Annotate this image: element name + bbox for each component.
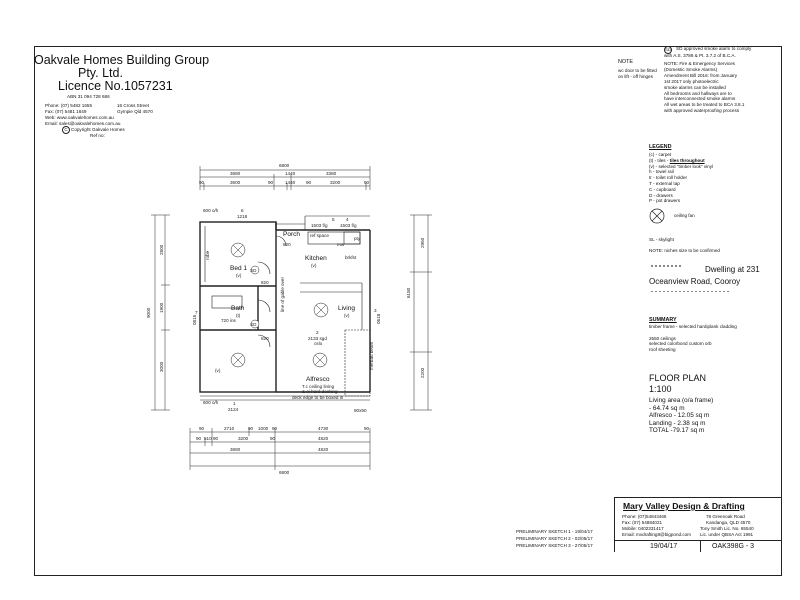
copyright-circle: C: [62, 126, 70, 134]
drafting-mobile: Mobile: 0402331417: [622, 526, 664, 531]
legend-item: T - external tap: [649, 180, 680, 186]
fire-line: All wet areas to be treated to BCA 3.8.1: [664, 102, 745, 108]
sketch-2: PRELIMINARY SKETCH 2 - 02/05/17: [516, 536, 593, 541]
bath-floor: (t): [236, 313, 241, 318]
area-line: TOTAL -79.17 sq m: [649, 427, 705, 435]
drafting-address-2: Kandanga, QLD 4570: [706, 520, 751, 525]
bed2-floor: (v): [215, 368, 221, 373]
door-820-bed2: 820: [261, 336, 269, 341]
drawing-number: OAK398G - 3: [712, 543, 755, 550]
drafting-qbsa: Lic. under QBSA Act 1991: [700, 532, 754, 537]
gable-line-label: line of gable over: [280, 277, 285, 312]
smoke-line-2: with A.S. 3786 & Pt. 3.7.2 of B.C.A.: [664, 53, 736, 58]
area-line: Alfresco - 12.05 sq m: [649, 412, 710, 420]
dim-right: 2950: [420, 237, 425, 248]
window-1: 1: [233, 401, 236, 406]
sketch-1: PRELIMINARY SKETCH 1 - 19/04/17: [516, 529, 593, 534]
bath-door: 720 ins: [221, 318, 236, 323]
title-block-divider: [614, 540, 782, 541]
legend-item-text: (t) - tiles -: [649, 157, 669, 163]
dim-left: 2800: [159, 244, 164, 255]
dim-top-row3: 3600: [230, 180, 241, 185]
summary-line: selected colorbond custom orb: [649, 341, 712, 347]
niches-note: NOTE: niches size to be confirmed: [649, 248, 720, 253]
dim-bottom-2: 4820: [318, 436, 329, 441]
company-copyright: Copyright Oakvale Homes: [71, 127, 125, 132]
window-4-size: 1503 f/g: [340, 223, 357, 228]
window-3-size: 0618: [376, 313, 381, 324]
summary-line: roof sheeting: [649, 347, 676, 353]
redaction-mark: [651, 265, 681, 267]
dim-bottom-1: 90: [199, 426, 205, 431]
drafting-firm: Mary Valley Design & Drafting: [623, 501, 745, 511]
dim-bottom-1: 90: [272, 426, 278, 431]
note-line-2: on lift - off hinges: [618, 74, 653, 79]
title-block-divider-v: [700, 540, 701, 552]
note-line-1: wc door to be fitted: [618, 68, 657, 73]
area-line: Landing - 2.38 sq m: [649, 419, 706, 427]
window-3: 3: [374, 308, 377, 313]
dim-right: 6180: [406, 287, 411, 298]
dim-bottom-1: 4730: [318, 426, 329, 431]
company-licence: Licence No.1057231: [58, 79, 173, 93]
dim-bottom-overall: 6800: [279, 470, 290, 475]
posts-size: 90x90: [354, 408, 367, 413]
pantry: pty: [354, 236, 361, 241]
smoke-detector-hall: SD: [250, 322, 257, 327]
legend-item: C - cupboard: [649, 186, 676, 192]
fire-line: Amendment Bill 2016: from January: [664, 72, 738, 78]
legend-item: D - drawers: [649, 192, 673, 198]
microwave: mw: [337, 242, 345, 247]
fire-line: have interconnected smoke alarms: [664, 96, 736, 102]
fire-line: smoke alarms can be installed: [664, 84, 726, 90]
dim-top-row3: 90: [268, 180, 274, 185]
floor-plan-scale: 1:100: [649, 384, 672, 394]
company-name-line2: Pty. Ltd.: [78, 66, 123, 80]
fire-notes: [664, 61, 744, 114]
window-5: 5: [332, 217, 335, 222]
drafting-licence: Tony Smith Lic. No. 65540: [700, 526, 754, 531]
dim-bottom-2: 510: [204, 436, 212, 441]
door-2-size: 2133 sgd: [308, 336, 327, 341]
dim-bottom-1: 90: [248, 426, 254, 431]
company-name: Oakvale Homes Building Group: [34, 53, 210, 67]
summary-line: 2550 ceilings: [649, 335, 676, 341]
company-fax: Fax: (07) 5481 1649: [45, 109, 87, 114]
merbau-beam: merbau beam: [369, 341, 374, 370]
legend-item: h - towel rail: [649, 169, 674, 175]
dim-bottom-3: 3680: [230, 447, 241, 452]
window-7: 7: [195, 310, 198, 315]
project-line-2: Oceanview Road, Cooroy: [649, 277, 741, 286]
drafting-fax: Fax: (07) 54884021: [622, 520, 663, 525]
note-title: NOTE: [618, 59, 633, 65]
fire-line: 1st 2017 only photoelectric: [664, 78, 719, 84]
breakfast-bar: brkfst: [345, 255, 357, 260]
room-alfresco: Alfresco: [306, 376, 330, 383]
dim-left: 3000: [159, 361, 164, 372]
fridge-space: ref space: [310, 233, 329, 238]
door-2: 2: [316, 330, 319, 335]
window-6: 6: [241, 208, 244, 213]
dim-bottom-1: 1000: [258, 426, 269, 431]
dim-top-overall: 6800: [279, 163, 290, 168]
area-list: [649, 397, 713, 435]
company-abn: ABN 31 094 728 686: [67, 94, 110, 99]
alfresco-note-2: & ei hard decking: [302, 389, 338, 394]
living-floor: (v): [344, 313, 350, 318]
overhang-top: 600 o/h: [203, 208, 219, 213]
redaction-mark: [651, 291, 731, 292]
door-2-type: cslo: [314, 341, 323, 346]
dim-top-row3: 90: [306, 180, 312, 185]
legend-item: [649, 158, 713, 164]
summary-title: SUMMARY: [649, 317, 677, 323]
door-820-bed: 820: [261, 280, 269, 285]
dim-bottom-2: 90: [196, 436, 202, 441]
dim-top-1: 3680: [230, 171, 241, 176]
smoke-line-1: SD approved smoke alarm to comply: [676, 46, 752, 51]
dim-top-row3: 90: [364, 180, 370, 185]
floor-plan-title: FLOOR PLAN: [649, 373, 707, 383]
room-porch: Porch: [283, 231, 300, 238]
dim-bottom-1: 2710: [224, 426, 235, 431]
robe-label: robe: [205, 250, 210, 260]
alfresco-note-1: T.c ceiling lining: [302, 384, 335, 389]
legend-list: [649, 152, 713, 204]
drafting-email: Email: mvdrafting8@bigpond.com: [622, 532, 692, 537]
drawing-date: 19/04/17: [650, 543, 678, 550]
legend-tiles-emphasis: tiles throughout: [669, 157, 705, 163]
dim-top-row3: 90: [199, 180, 205, 185]
area-line: Living area (o/a frame): [649, 397, 714, 404]
company-web: Web: www.oakvalehomes.com.au: [45, 115, 114, 120]
legend-item: P - pot drawers: [649, 198, 681, 204]
dim-bottom-2: 90: [213, 436, 219, 441]
fire-line: NOTE: Fire & Emergency Services: [664, 61, 735, 66]
legend-item: tr - toilet roll holder: [649, 175, 688, 181]
skylight-label: SL - skylight: [649, 237, 674, 242]
company-phone: Phone: (07) 5482 1655: [45, 103, 92, 108]
dim-right: 2200: [420, 367, 425, 378]
door-820: 820: [283, 242, 291, 247]
dim-bottom-3: 4820: [318, 447, 329, 452]
legend-item: (c) - carpet: [649, 152, 672, 157]
fire-line: (Domestic Smoke Alarms): [664, 66, 718, 72]
company-town: Gympie Qld 4570: [117, 109, 153, 114]
bed1-floor: (v): [236, 273, 242, 278]
area-line: - 64.74 sq m: [649, 404, 685, 412]
deck-edge-note: deck edge to be boxed in: [292, 395, 344, 400]
company-email: Email: sales@oakvalehomes.com.au: [45, 121, 121, 126]
company-ref: Ref no:: [90, 133, 105, 138]
legend-title: LEGEND: [649, 144, 672, 150]
dim-bottom-2: 90: [270, 436, 276, 441]
window-7-size: 0815: [192, 314, 197, 325]
room-living: Living: [338, 305, 355, 312]
fire-line: All bedrooms and hallways are to: [664, 90, 732, 96]
summary-line: timber frame - selected hardiplank cladding: [649, 324, 737, 329]
ceiling-fan-label: ceiling fan: [674, 213, 695, 218]
dim-bottom-2: 3200: [238, 436, 249, 441]
window-4: 4: [346, 217, 349, 222]
legend-item: (v) - selected "timber look" vinyl: [649, 163, 714, 169]
window-1-size: 2124: [228, 407, 239, 412]
dim-bottom-1: 90: [364, 426, 370, 431]
company-street: 16 Cross Street: [117, 103, 149, 108]
sketch-3: PRELIMINARY SKETCH 3 - 27/05/17: [516, 543, 593, 548]
drafting-address-1: 78 Greenoak Road: [706, 514, 745, 519]
dim-top-2: 1440: [285, 171, 296, 176]
dim-top-row3: 1440: [285, 180, 296, 185]
room-bath: Bath: [231, 305, 245, 312]
fire-line: with approved waterproofing process: [664, 108, 740, 114]
dim-left: 1900: [159, 302, 164, 313]
ceiling-fan-icon: [649, 208, 665, 224]
dim-left: 9000: [146, 307, 151, 318]
room-kitchen: Kitchen: [305, 255, 327, 262]
room-bed1: Bed 1: [230, 265, 247, 272]
window-6-size: 1218: [237, 214, 248, 219]
dim-top-row3: 3200: [330, 180, 341, 185]
drafting-phone: Phone: (07)54843466: [622, 514, 667, 519]
floor-plan: [140, 155, 440, 490]
project-line-1: Dwelling at 231: [705, 265, 760, 274]
smoke-detector-bed1: SD: [250, 268, 257, 273]
window-5-size: 1503 f/g: [311, 223, 328, 228]
summary-list: [649, 324, 737, 353]
kitchen-floor: (v): [311, 263, 317, 268]
smoke-alarm-symbol: SD: [665, 47, 671, 52]
overhang-bottom: 600 o/h: [203, 400, 219, 405]
dim-top-3: 3380: [326, 171, 337, 176]
